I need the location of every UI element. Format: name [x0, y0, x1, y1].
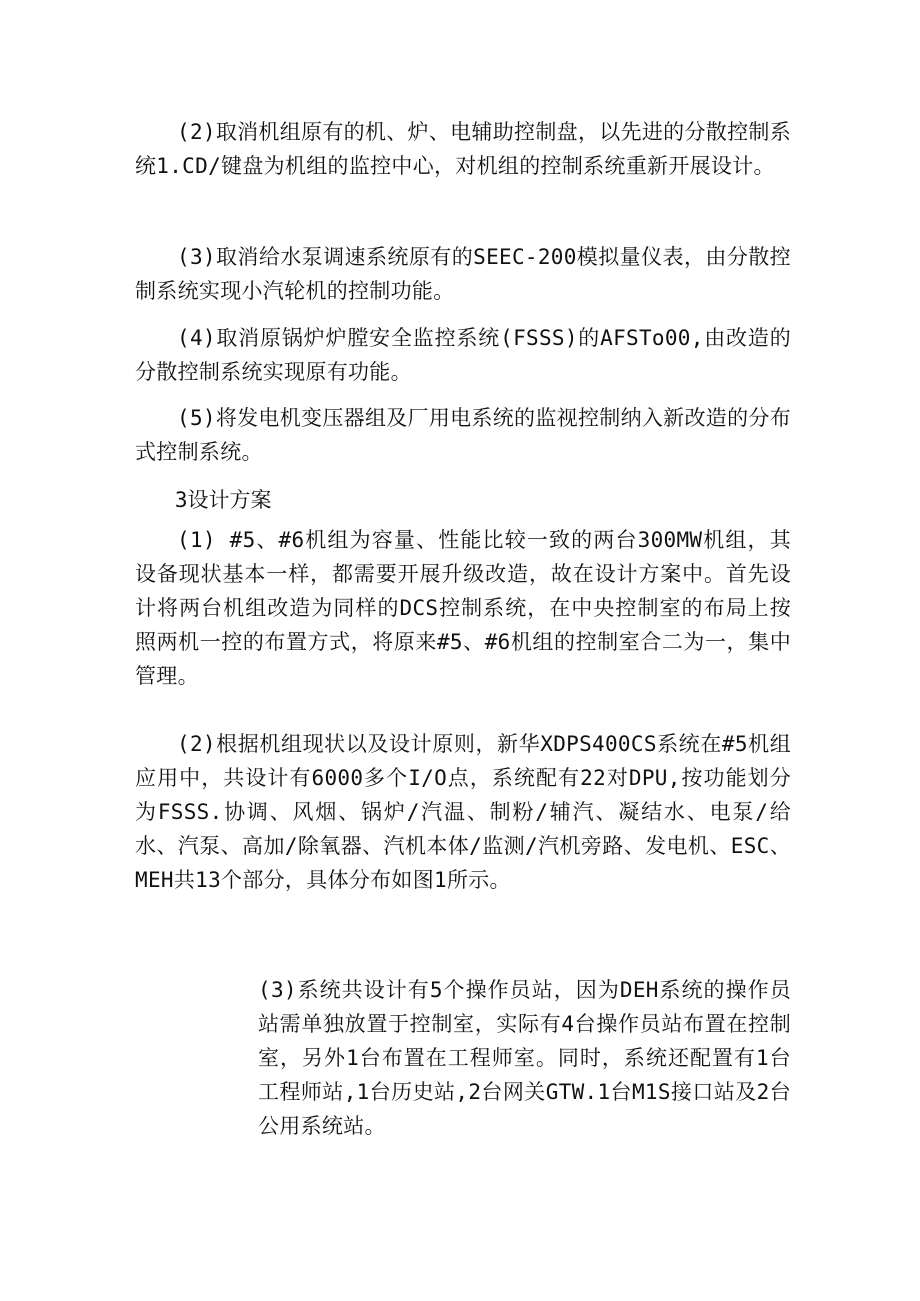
design-paragraph-1: (1) #5、#6机组为容量、性能比较一致的两台300MW机组，其设备现状基本一样，都需要开展升级改造，故在设计方案中。首先设计将两台机组改造为同样的DCS控制系统，在中央控制室的布局上按照两机一控的布置方式，将原来#5、#6机组的控制室合二为一，集中管理。	[135, 528, 791, 688]
design-paragraph-3: (3)系统共设计有5个操作员站，因为DEH系统的操作员站需单独放置于控制室，实际有4台操作员站布置在控制室，另外1台布置在工程师室。同时，系统还配置有1台工程师站,1台历史站,2台网关GTW.1台M1S接口站及2台公用系统站。	[258, 978, 791, 1138]
paragraph-4: (4)取消原锅炉炉膛安全监控系统(FSSS)的AFSTo00,由改造的分散控制系统实现原有功能。	[135, 326, 791, 384]
section-heading: 3设计方案	[174, 488, 272, 512]
paragraph-2: (2)取消机组原有的机、炉、电辅助控制盘，以先进的分散控制系统1.CD/键盘为机组的监控中心，对机组的控制系统重新开展设计。	[135, 120, 791, 178]
paragraph-3: (3)取消给水泵调速系统原有的SEEC-200模拟量仪表，由分散控制系统实现小汽轮机的控制功能。	[135, 245, 791, 303]
design-paragraph-2: (2)根据机组现状以及设计原则，新华XDPS400CS系统在#5机组应用中，共设计有6000多个I/O点，系统配有22对DPU,按功能划分为FSSS.协调、风烟、锅炉/汽温、制粉/辅汽、凝结水、电泵/给水、汽泵、高加/除氧器、汽机本体/监测/汽机旁路、发电机、ESC、MEH共13个部分，具体分布如图1所示。	[135, 732, 791, 892]
paragraph-5: (5)将发电机变压器组及厂用电系统的监视控制纳入新改造的分布式控制系统。	[135, 406, 791, 464]
